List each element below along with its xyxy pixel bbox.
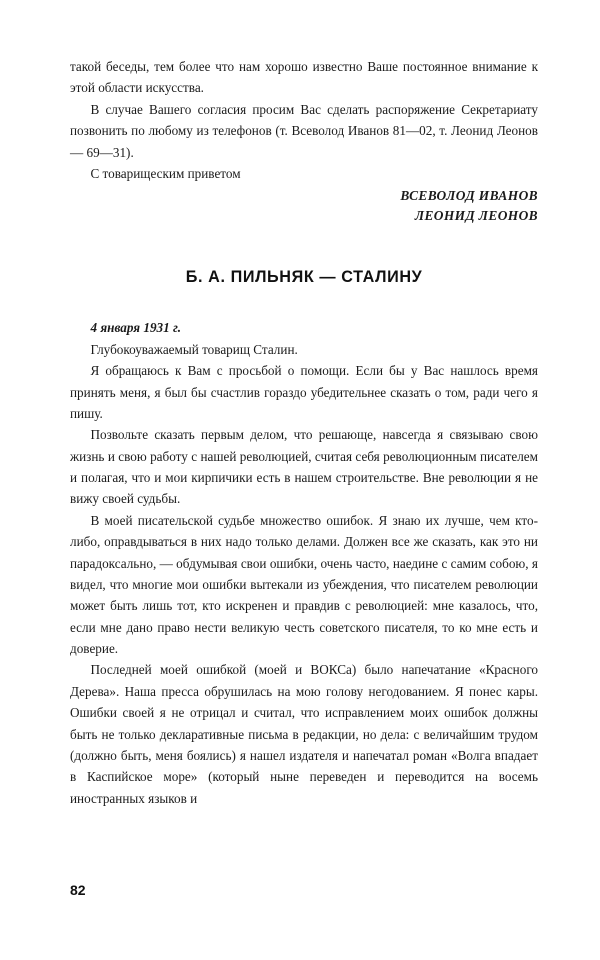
paragraph: С товарищеским приветом [90, 165, 241, 181]
paragraph: Позвольте сказать первым делом, что решающе, навсегда я связываю свою жизнь и свою работу с нашей революцией, считая себя революционным писателем и полагая, что и мои кирпичики есть в нашем строительстве. Вне революции я не вижу своей судьбы. [70, 427, 538, 507]
letter-date: 4 января 1931 г. [90, 320, 182, 336]
page-number: 82 [70, 882, 86, 898]
letter-top-block [70, 56, 538, 184]
letter-salutation: Глубокоуважаемый товарищ Сталин. [90, 341, 298, 357]
paragraph: Последней моей ошибкой (моей и ВОКСа) было напечатание «Красного Дерева». Наша пресса обрушилась на мою голову негодованием. Я понес кары. Ошибки своей я не отрицал и считал, что исправлением моих ошибок должны быть не только декларативные письма в редакции, но дела: с величайшим трудом (должно быть, меня боялись) я нашел издателя и напечатал роман «Волга впадает в Каспийское море» (который ныне переведен и переводится на восемь иностранных языков и [70, 662, 538, 806]
paragraph: В моей писательской судьбе множество ошибок. Я знаю их лучше, чем кто-либо, оправдываться в них надо только делами. Должен все же сказать, как это ни парадоксально, — обдумывая свои ошибки, очень часто, наедине с самим собою, я видел, что многие мои ошибки вытекали из убеждения, что писателем революции может быть лишь тот, кто искренен и правдив с революцией: мне казалось, что, если мне дано право нести великую честь советского писателя, то ко мне есть и доверие. [70, 512, 538, 657]
paragraph: Я обращаюсь к Вам с просьбой о помощи. Если бы у Вас нашлось время принять меня, я был бы счастлив гораздо убедительнее сказать о том, ради чего я пишу. [70, 363, 538, 421]
paragraph: такой беседы, тем более что нам хорошо известно Ваше постоянное внимание к этой области искусства. [70, 59, 538, 96]
section-heading: Б. А. ПИЛЬНЯК — СТАЛИНУ [185, 268, 423, 287]
signature-block [70, 186, 538, 226]
letter-body-block [70, 317, 538, 809]
paragraph: В случае Вашего согласия просим Вас сделать распоряжение Секретариату позвонить по любому из телефонов (т. Всеволод Иванов 81—02, т. Леонид Леонов — 69—31). [70, 101, 538, 160]
signature-line: ВСЕВОЛОД ИВАНОВ [400, 188, 538, 204]
signature-line: ЛЕОНИД ЛЕОНОВ [414, 208, 538, 224]
